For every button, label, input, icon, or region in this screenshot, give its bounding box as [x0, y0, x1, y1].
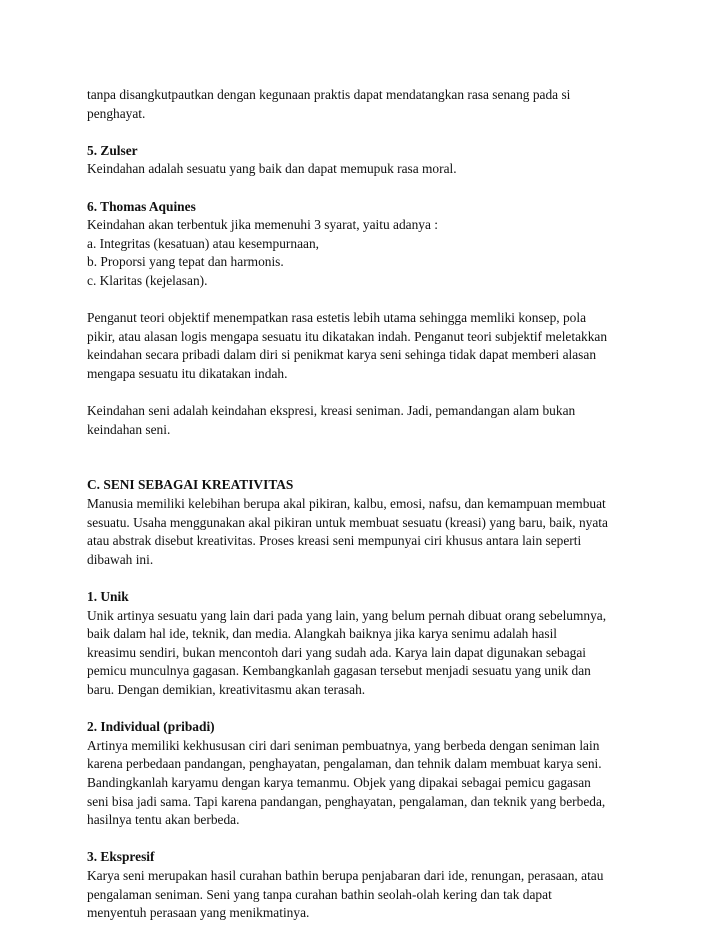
section-individual	[87, 718, 687, 830]
section-heading: 1. Unik	[87, 589, 129, 605]
section-heading: 6. Thomas Aquines	[87, 198, 196, 214]
text-line: pikir, atau alasan logis mengapa sesuatu itu dikatakan indah. Penganut teori subjektif meletakkan	[87, 328, 608, 344]
section-heading: 5. Zulser	[87, 142, 138, 158]
text-line: baik dalam hal ide, teknik, dan media. Alangkah baiknya jika karya senimu adalah hasil	[87, 626, 558, 642]
text-line: seni bisa jadi sama. Tapi karena pandangan, penghayatan, pengalaman, dan teknik yang berbeda,	[87, 793, 606, 809]
section-thomas-aquines	[87, 198, 687, 291]
list-item: a. Integritas (kesatuan) atau kesempurnaan,	[87, 235, 320, 251]
text-line: tanpa disangkutpautkan dengan kegunaan praktis dapat mendatangkan rasa senang pada si	[87, 87, 571, 102]
text-line: Bandingkanlah karyamu dengan karya temanmu. Objek yang dipakai sebagai pemicu gagasan	[87, 774, 591, 790]
text-line: keindahan secara pribadi dalam diri si penikmat karya seni sehinga tidak dapat memberi alasan	[87, 347, 597, 363]
text-line: pemicu munculnya gagasan. Kembangkanlah gagasan tersebut menjadi sesuatu yang unik dan	[87, 663, 591, 679]
text-line: Karya seni merupakan hasil curahan bathin berupa penjabaran dari ide, renungan, perasaan, atau	[87, 867, 604, 883]
text-line: karena perbedaan pandangan, penghayatan, pengalaman, dan tehnik dalam membuat karya seni.	[87, 756, 602, 772]
text-line: Artinya memiliki kekhususan ciri dari seniman pembuatnya, yang berbeda dengan seniman lain	[87, 737, 600, 753]
text-line: Penganut teori objektif menempatkan rasa estetis lebih utama sehingga memliki konsep, pola	[87, 310, 587, 326]
list-item: c. Klaritas (kejelasan).	[87, 272, 208, 288]
text-line: Keindahan akan terbentuk jika memenuhi 3 syarat, yaitu adanya :	[87, 217, 439, 233]
section-heading: C. SENI SEBAGAI KREATIVITAS	[87, 477, 294, 493]
text-line: Manusia memiliki kelebihan berupa akal pikiran, kalbu, emosi, nafsu, dan kemampuan membuat	[87, 496, 606, 512]
text-line: hasilnya tentu akan berbeda.	[87, 812, 240, 828]
section-zulser	[87, 142, 687, 179]
section-heading: 3. Ekspresif	[87, 849, 155, 865]
text-line: keindahan seni.	[87, 421, 171, 437]
paragraph-keindahan-seni	[87, 402, 687, 439]
text-line: Unik artinya sesuatu yang lain dari pada yang lain, yang belum pernah dibuat orang sebelumnya,	[87, 607, 607, 623]
text-line: mengapa sesuatu itu dikatakan indah.	[87, 365, 288, 381]
text-line: dibawah ini.	[87, 551, 154, 567]
text-line: penghayat.	[87, 105, 146, 121]
section-seni-kreativitas	[87, 476, 687, 569]
text-line: pengalaman seniman. Seni yang tanpa curahan bathin seolah-olah kering dan tak dapat	[87, 886, 552, 902]
text-line: atau abstrak disebut kreativitas. Proses kreasi seni mempunyai ciri khusus antara lain seperti	[87, 533, 582, 549]
intro-continuation	[87, 86, 687, 123]
text-line: baru. Dengan demikian, kreativitasmu akan terasah.	[87, 682, 366, 697]
section-heading: 2. Individual (pribadi)	[87, 719, 215, 735]
text-line: Keindahan adalah sesuatu yang baik dan dapat memupuk rasa moral.	[87, 161, 457, 177]
text-line: kreasimu sendiri, bukan mencontoh dari yang sudah ada. Karya lain dapat digunakan sebagai	[87, 644, 587, 660]
document-page	[87, 86, 687, 941]
list-item: b. Proporsi yang tepat dan harmonis.	[87, 254, 284, 270]
section-unik	[87, 588, 687, 700]
text-line: sesuatu. Usaha menggunakan akal pikiran untuk membuat sesuatu (kreasi) yang baru, baik, nyata	[87, 514, 608, 530]
text-line: menyentuh perasaan yang menikmatinya.	[87, 905, 310, 921]
paragraph-penganut-teori	[87, 309, 687, 383]
section-ekspresif	[87, 848, 687, 922]
text-line: Keindahan seni adalah keindahan ekspresi, kreasi seniman. Jadi, pemandangan alam bukan	[87, 403, 576, 419]
